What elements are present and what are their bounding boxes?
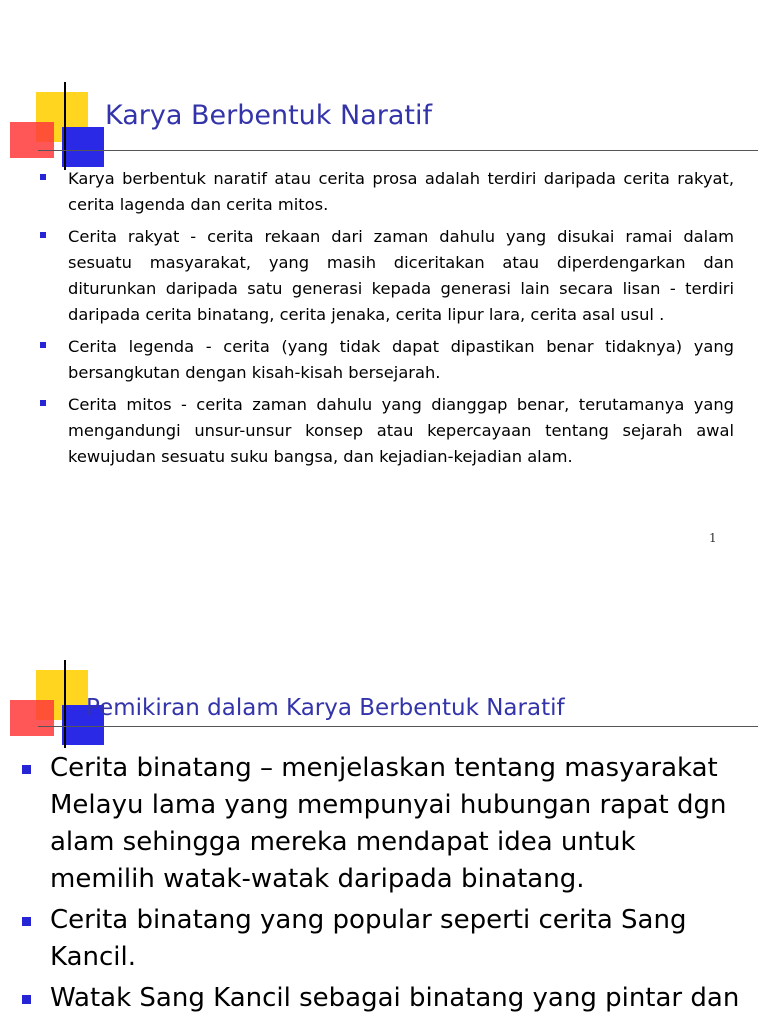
bullet-square-icon (22, 917, 31, 926)
bullet-text: Cerita binatang – menjelaskan tentang masyarakat Melayu lama yang mempunyai hubungan rapat dgn alam sehingga mereka mendapat idea untuk memilih watak-watak daripada binatang. (50, 753, 727, 894)
bullet-text: Cerita binatang yang popular seperti cerita Sang Kancil. (50, 905, 687, 972)
list-item (38, 224, 734, 328)
bullet-text: Cerita mitos - cerita zaman dahulu yang dianggap benar, terutamanya yang mengandungi unsur-unsur konsep atau kepercayaan tentang sejarah awal kewujudan sesuatu suku bangsa, dan kejadian-kejadian alam. (68, 395, 734, 466)
decor-vertical-line (64, 82, 66, 170)
bullet-text: Cerita legenda - cerita (yang tidak dapat dipastikan benar tidaknya) yang bersangkutan dengan kisah-kisah bersejarah. (68, 337, 734, 382)
bullet-square-icon (22, 765, 31, 774)
list-item (20, 902, 748, 976)
decor-blue-square (62, 127, 104, 167)
decor-red-square (10, 700, 54, 736)
decor-vertical-line (64, 660, 66, 748)
bullet-square-icon (22, 995, 31, 1004)
list-item (20, 750, 748, 898)
bullet-text: Cerita rakyat - cerita rekaan dari zaman dahulu yang disukai ramai dalam sesuatu masyarakat, yang masih diceritakan atau diperdengarkan dan diturunkan daripada satu generasi kepada generasi lain secara lisan - terdiri daripada cerita binatang, cerita jenaka, cerita lipur lara, cerita asal usul . (68, 227, 734, 324)
decor-red-square (10, 122, 54, 158)
page-number: 1 (709, 531, 717, 545)
bullet-square-icon (40, 232, 46, 238)
slide-1-title: Karya Berbentuk Naratif (105, 100, 432, 131)
bullet-text: Watak Sang Kancil sebagai binatang yang pintar dan (50, 983, 740, 1013)
list-item (20, 980, 748, 1017)
slide-2-title: Pemikiran dalam Karya Berbentuk Naratif (86, 695, 565, 721)
bullet-square-icon (40, 400, 46, 406)
list-item (38, 334, 734, 386)
title-underline (38, 150, 758, 151)
title-underline (38, 726, 758, 727)
slide-2-bullet-list (20, 750, 748, 1017)
list-item (38, 392, 734, 470)
bullet-square-icon (40, 342, 46, 348)
bullet-square-icon (40, 174, 46, 180)
list-item (38, 166, 734, 218)
slide-1-bullet-list (38, 166, 734, 476)
bullet-text: Karya berbentuk naratif atau cerita prosa adalah terdiri daripada cerita rakyat, cerita lagenda dan cerita mitos. (68, 169, 734, 214)
